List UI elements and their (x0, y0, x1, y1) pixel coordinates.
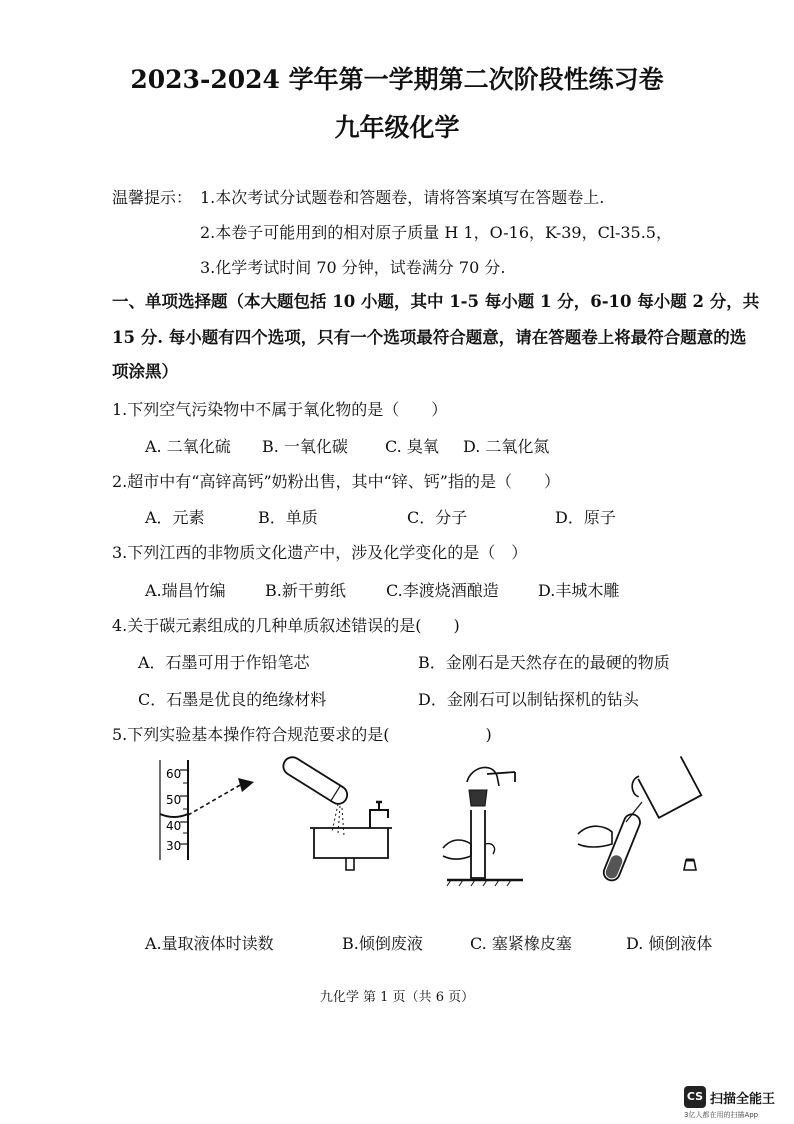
notice-item-2: 2.本卷子可能用到的相对原子质量 H 1，O-16，K-39，Cl-35.5， (200, 223, 672, 242)
question-3-option-a: A.瑞昌竹编 (145, 581, 226, 600)
question-4-stem: 4.关于碳元素组成的几种单质叙述错误的是( ) (112, 616, 460, 635)
section-heading-line-1: 一、单项选择题（本大题包括 10 小题，其中 1-5 每小题 1 分，6-10 每小题 2 分，共 (112, 292, 760, 311)
page-footer: 九化学 第 1 页（共 6 页） (319, 990, 475, 1005)
question-4-option-d: D．金刚石可以制钻探机的钻头 (418, 690, 639, 709)
scanner-tagline: 3亿人都在用的扫描App (684, 1111, 759, 1119)
question-2-option-c: C．分子 (407, 508, 468, 527)
scanner-app-name: 扫描全能王 (710, 1092, 776, 1107)
cylinder-tick-label: 50 (166, 793, 182, 807)
question-4-option-a: A．石墨可用于作铅笔芯 (138, 653, 310, 672)
question-5-stem: 5.下列实验基本操作符合规范要求的是( ) (112, 725, 492, 744)
question-1-stem: 1.下列空气污染物中不属于氧化物的是（ ） (112, 400, 448, 419)
sink-drain (346, 858, 354, 870)
question-1-option-b: B. 一氧化碳 (262, 437, 348, 456)
question-3-stem: 3.下列江西的非物质文化遗产中，涉及化学变化的是（ ） (112, 543, 528, 562)
glass-tube (487, 772, 515, 774)
test-tube (280, 754, 351, 807)
question-5-option-d: D. 倾倒液体 (626, 934, 713, 953)
liquid-stream (332, 804, 344, 836)
meniscus (160, 814, 188, 817)
sink-basin (314, 828, 388, 858)
hand-top (467, 767, 499, 786)
question-3-option-b: B.新干剪纸 (265, 581, 346, 600)
section-heading-line-2: 15 分. 每小题有四个选项，只有一个选项最符合题意，请在答题卷上将最符合题意的选 (112, 328, 747, 347)
hand-bottom (443, 840, 471, 859)
figure-a-cylinder-reading (150, 752, 275, 882)
question-2-option-a: A．元素 (145, 508, 205, 527)
question-5-option-c: C. 塞紧橡皮塞 (470, 934, 572, 953)
section-heading-line-3: 项涂黑） (112, 362, 178, 381)
figure-b-pour-waste (272, 752, 412, 882)
faucet (370, 810, 388, 828)
scanner-watermark (684, 1086, 784, 1118)
rubber-stopper (469, 790, 487, 806)
test-tube (471, 810, 485, 878)
question-3-option-d: D.丰城木雕 (538, 581, 620, 600)
question-3-option-c: C.李渡烧酒酿造 (386, 581, 499, 600)
question-1-option-d: D. 二氧化氮 (463, 437, 550, 456)
page-title: 2023-2024 学年第一学期第二次阶段性练习卷 (130, 65, 664, 94)
question-2-option-b: B．单质 (258, 508, 318, 527)
question-1-option-a: A. 二氧化硫 (145, 437, 231, 456)
question-4-option-c: C．石墨是优良的绝缘材料 (138, 690, 327, 709)
question-1-option-c: C. 臭氧 (385, 437, 439, 456)
beaker (638, 756, 701, 817)
eye-icon (238, 778, 254, 792)
cylinder-tick-label: 60 (166, 767, 182, 781)
question-4-option-b: B．金刚石是天然存在的最硬的物质 (418, 653, 670, 672)
figure-c-insert-stopper (435, 752, 545, 892)
question-2-option-d: D．原子 (555, 508, 616, 527)
scanner-logo-icon: CS (684, 1086, 706, 1108)
page-subtitle: 九年级化学 (334, 113, 460, 142)
sight-line (188, 784, 242, 815)
notice-label: 温馨提示： (112, 188, 193, 207)
notice-item-1: 1.本次考试分试题卷和答题卷，请将答案填写在答题卷上. (200, 188, 605, 207)
question-5-option-a: A.量取液体时读数 (145, 934, 274, 953)
notice-item-3: 3.化学考试时间 70 分钟，试卷满分 70 分. (200, 258, 506, 277)
cylinder-tick-label: 30 (166, 839, 182, 853)
hand-holding-tube (578, 826, 612, 847)
cylinder-tick-label: 40 (166, 819, 182, 833)
question-2-stem: 2.超市中有“高锌高钙”奶粉出售，其中“锌、钙”指的是（ ） (112, 472, 560, 491)
figure-d-pour-liquid (568, 752, 718, 892)
question-5-option-b: B.倾倒废液 (342, 934, 423, 953)
